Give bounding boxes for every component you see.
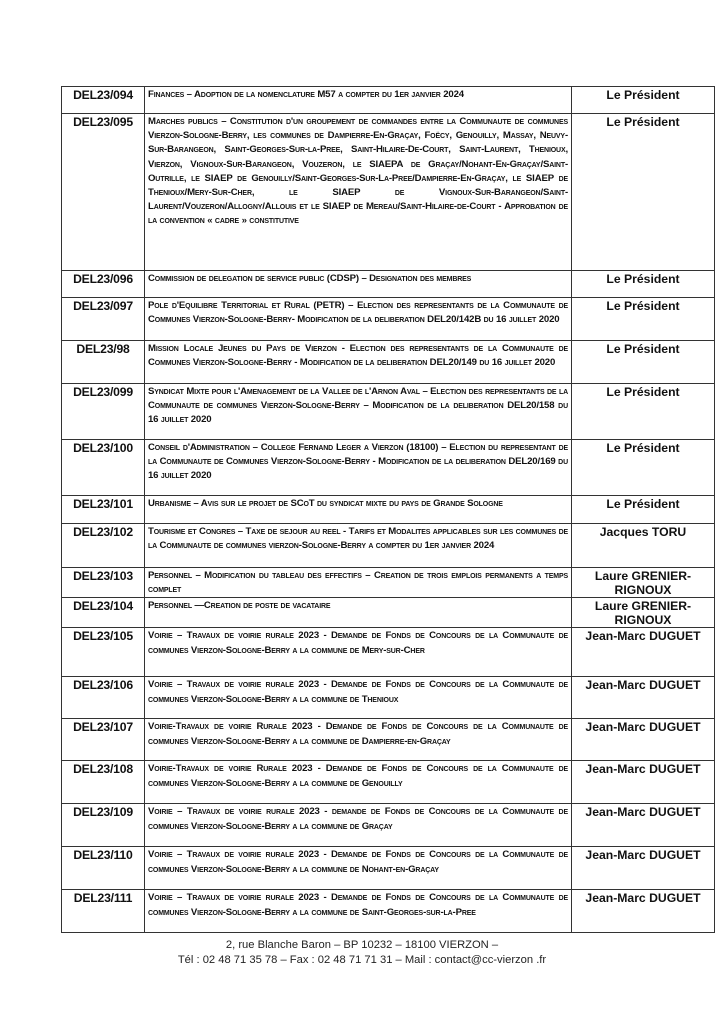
rapporteur: Le Président: [572, 496, 715, 524]
deliberation-subject: Finances – Adoption de la nomenclature M57 a compter du 1er janvier 2024: [145, 87, 572, 114]
rapporteur: Le Président: [572, 440, 715, 496]
deliberation-number: DEL23/100: [62, 440, 145, 496]
deliberation-subject: Urbanisme – Avis sur le projet de SCoT du syndicat mixte du pays de Grande Sologne: [145, 496, 572, 524]
table-row: [62, 440, 715, 496]
deliberation-subject: Commission de delegation de service public (CDSP) – Designation des membres: [145, 271, 572, 298]
deliberation-subject: Marches publics – Constitution d'un groupement de commandes entre la Communaute de communes Vierzon-Sologne-Berry, les communes de Dampierre-En-Graçay, Foëcy, Genouilly, Massay, Neuvy-Sur-Barangeon, Saint-Georges-Sur-la-Pree, Saint-Hilaire-De-Court, Saint-Laurent, Thenioux, Vierzon, Vignoux-Sur-Barangeon, Vouzeron, le SIAEPA de Graçay/Nohant-En-Graçay/Saint-Outrille, le SIAEP de Genouilly/Saint-Georges-Sur-La-Pree/Dampierre-En-Graçay, le SIAEP de Thenioux/Mery-Sur-Cher, le SIAEP de Vignoux-Sur-Barangeon/Saint-Laurent/Vouzeron/Allogny/Allouis et le SIAEP de Mereau/Saint-Hilaire-de-Court - Approbation de la convention « cadre » constitutive: [145, 114, 572, 271]
table-row: [62, 761, 715, 804]
table-row: [62, 496, 715, 524]
deliberation-number: DEL23/096: [62, 271, 145, 298]
deliberation-subject: Personnel – Modification du tableau des effectifs – Creation de trois emplois permanents a temps complet: [145, 568, 572, 598]
deliberations-table-body: [62, 87, 715, 933]
deliberation-subject: Pole d'Equilibre Territorial et Rural (PETR) – Election des representants de la Communaute de Communes Vierzon-Sologne-Berry- Modification de la deliberation DEL20/142B du 16 juillet 2020: [145, 298, 572, 341]
deliberation-number: DEL23/98: [62, 341, 145, 384]
table-row: [62, 341, 715, 384]
deliberation-number: DEL23/099: [62, 384, 145, 440]
table-row: [62, 298, 715, 341]
table-row: [62, 598, 715, 628]
rapporteur: Le Président: [572, 384, 715, 440]
footer-address: 2, rue Blanche Baron – BP 10232 – 18100 VIERZON –: [225, 939, 499, 951]
rapporteur: Jean-Marc DUGUET: [572, 890, 715, 933]
table-row: [62, 384, 715, 440]
deliberation-number: DEL23/094: [62, 87, 145, 114]
deliberation-subject: Syndicat Mixte pour l'Amenagement de la Vallee de l'Arnon Aval – Election des representants de la Communaute de communes Vierzon-Sologne-Berry – Modification de la deliberation DEL20/158 du 16 juillet 2020: [145, 384, 572, 440]
table-row: [62, 719, 715, 761]
deliberation-subject: Voirie – Travaux de voirie rurale 2023 - Demande de Fonds de Concours de la Communaute de communes Vierzon-Sologne-Berry a la commune de Nohant-en-Graçay: [145, 847, 572, 890]
deliberation-number: DEL23/107: [62, 719, 145, 761]
table-row: [62, 87, 715, 114]
deliberation-number: DEL23/110: [62, 847, 145, 890]
rapporteur: Jean-Marc DUGUET: [572, 804, 715, 847]
table-row: [62, 847, 715, 890]
deliberation-number: DEL23/108: [62, 761, 145, 804]
deliberation-subject: Voirie – Travaux de voirie rurale 2023 - demande de Fonds de Concours de la Communaute de communes Vierzon-Sologne-Berry a la commune de Graçay: [145, 804, 572, 847]
table-row: [62, 628, 715, 677]
rapporteur: Jean-Marc DUGUET: [572, 628, 715, 677]
table-row: [62, 890, 715, 933]
rapporteur: Le Président: [572, 114, 715, 271]
rapporteur: Le Président: [572, 341, 715, 384]
rapporteur: Jacques TORU: [572, 524, 715, 568]
deliberation-number: DEL23/103: [62, 568, 145, 598]
deliberation-subject: Conseil d'Administration – College Fernand Leger a Vierzon (18100) – Election du representant de la Communaute de Communes Vierzon-Sologne-Berry - Modification de la deliberation DEL20/169 du 16 juillet 2020: [145, 440, 572, 496]
deliberation-number: DEL23/109: [62, 804, 145, 847]
deliberation-subject: Voirie – Travaux de voirie rurale 2023 - Demande de Fonds de Concours de la Communaute de communes Vierzon-Sologne-Berry a la commune de Saint-Georges-sur-la-Pree: [145, 890, 572, 933]
deliberation-number: DEL23/095: [62, 114, 145, 271]
rapporteur: Jean-Marc DUGUET: [572, 847, 715, 890]
table-row: [62, 524, 715, 568]
rapporteur: Jean-Marc DUGUET: [572, 677, 715, 719]
deliberation-subject: Voirie – Travaux de voirie rurale 2023 - Demande de Fonds de Concours de la Communaute de communes Vierzon-Sologne-Berry a la commune de Thenioux: [145, 677, 572, 719]
table-row: [62, 271, 715, 298]
deliberation-subject: Voirie-Travaux de voirie Rurale 2023 - Demande de Fonds de Concours de la Communaute de communes Vierzon-Sologne-Berry a la commune de Genouilly: [145, 761, 572, 804]
rapporteur: Laure GRENIER-RIGNOUX: [572, 598, 715, 628]
deliberation-number: DEL23/097: [62, 298, 145, 341]
deliberation-number: DEL23/105: [62, 628, 145, 677]
deliberation-subject: Mission Locale Jeunes du Pays de Vierzon - Election des representants de la Communaute de Communes Vierzon-Sologne-Berry - Modification de la deliberation DEL20/149 du 16 juillet 2020: [145, 341, 572, 384]
rapporteur: Le Président: [572, 298, 715, 341]
table-row: [62, 677, 715, 719]
footer-contact: Tél : 02 48 71 35 78 – Fax : 02 48 71 71 31 – Mail : contact@cc-vierzon .fr: [177, 954, 547, 966]
rapporteur: Jean-Marc DUGUET: [572, 761, 715, 804]
deliberation-subject: Voirie-Travaux de voirie Rurale 2023 - Demande de Fonds de Concours de la Communaute de communes Vierzon-Sologne-Berry a la commune de Dampierre-en-Graçay: [145, 719, 572, 761]
deliberation-number: DEL23/104: [62, 598, 145, 628]
rapporteur: Le Président: [572, 87, 715, 114]
rapporteur: Laure GRENIER-RIGNOUX: [572, 568, 715, 598]
deliberation-number: DEL23/111: [62, 890, 145, 933]
deliberation-number: DEL23/102: [62, 524, 145, 568]
table-row: [62, 114, 715, 271]
rapporteur: Le Président: [572, 271, 715, 298]
deliberations-table: [61, 86, 715, 933]
deliberation-subject: Voirie – Travaux de voirie rurale 2023 - Demande de Fonds de Concours de la Communaute de communes Vierzon-Sologne-Berry a la commune de Mery-sur-Cher: [145, 628, 572, 677]
deliberation-subject: Personnel —Creation de poste de vacataire: [145, 598, 572, 628]
deliberation-number: DEL23/106: [62, 677, 145, 719]
rapporteur: Jean-Marc DUGUET: [572, 719, 715, 761]
deliberation-number: DEL23/101: [62, 496, 145, 524]
table-row: [62, 568, 715, 598]
table-row: [62, 804, 715, 847]
deliberation-subject: Tourisme et Congres – Taxe de sejour au reel - Tarifs et Modalites applicables sur les communes de la Communaute de communes vierzon-Sologne-Berry a compter du 1er janvier 2024: [145, 524, 572, 568]
